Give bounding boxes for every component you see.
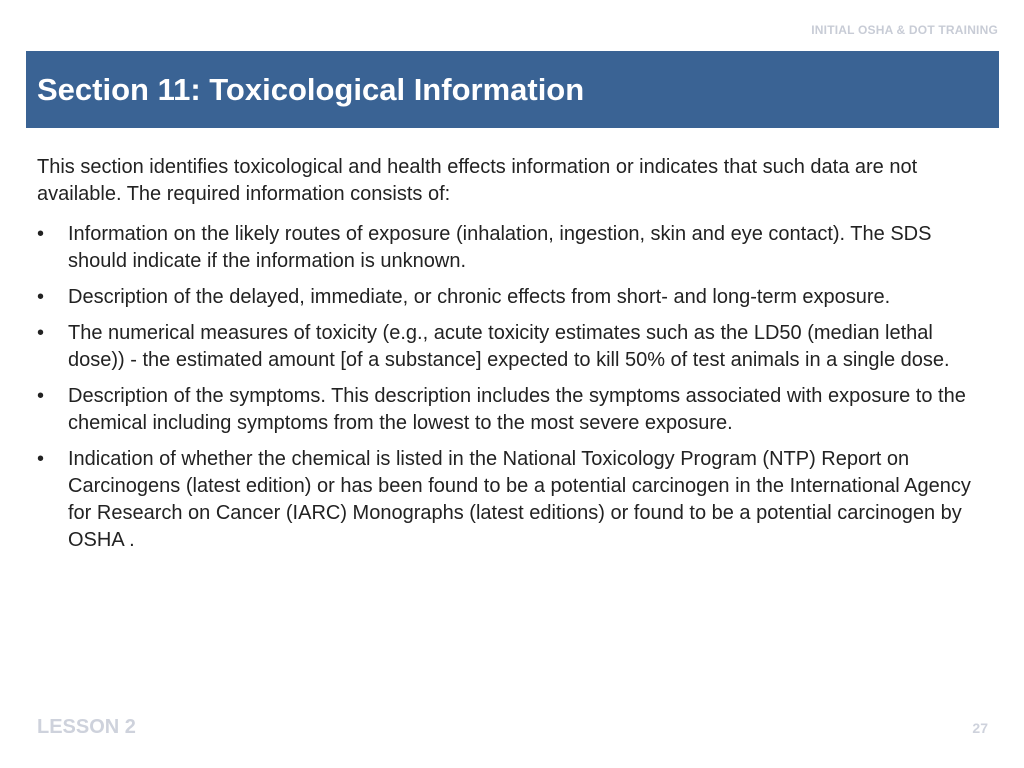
- slide-content: [37, 154, 972, 563]
- bullet-item: [37, 446, 972, 554]
- bullet-text: Information on the likely routes of exposure (inhalation, ingestion, skin and eye contact). The SDS should indicate if the information is unknown.: [68, 223, 932, 272]
- bullet-icon: •: [37, 286, 45, 308]
- bullet-item: [37, 383, 972, 437]
- page-number: 27: [972, 720, 988, 736]
- course-tag: INITIAL OSHA & DOT TRAINING: [811, 23, 998, 37]
- bullet-item: [37, 221, 972, 275]
- slide-title: Section 11: Toxicological Information: [37, 72, 585, 107]
- bullet-text: Description of the symptoms. This description includes the symptoms associated with exposure to the chemical including symptoms from the lowest to the most severe exposure.: [68, 385, 966, 434]
- bullet-item: [37, 320, 972, 374]
- bullet-icon: •: [37, 448, 45, 470]
- bullet-list: [37, 221, 972, 554]
- lesson-label: LESSON 2: [37, 716, 136, 738]
- bullet-icon: •: [37, 223, 45, 245]
- bullet-item: [37, 284, 972, 311]
- bullet-text: Indication of whether the chemical is listed in the National Toxicology Program (NTP) Report on Carcinogens (latest edition) or has been found to be a potential carcinogen in the International Agency for Research on Cancer (IARC) Monographs (latest editions) or found to be a potential carcinogen by OSHA .: [68, 448, 971, 551]
- intro-paragraph: This section identifies toxicological and health effects information or indicates that such data are not available. The required information consists of:: [37, 156, 918, 205]
- title-band: [26, 51, 999, 128]
- bullet-icon: •: [37, 385, 45, 407]
- bullet-text: Description of the delayed, immediate, or chronic effects from short- and long-term exposure.: [68, 286, 891, 308]
- bullet-icon: •: [37, 322, 45, 344]
- bullet-text: The numerical measures of toxicity (e.g., acute toxicity estimates such as the LD50 (median lethal dose)) - the estimated amount [of a substance] expected to kill 50% of test animals in a single dose.: [68, 322, 950, 371]
